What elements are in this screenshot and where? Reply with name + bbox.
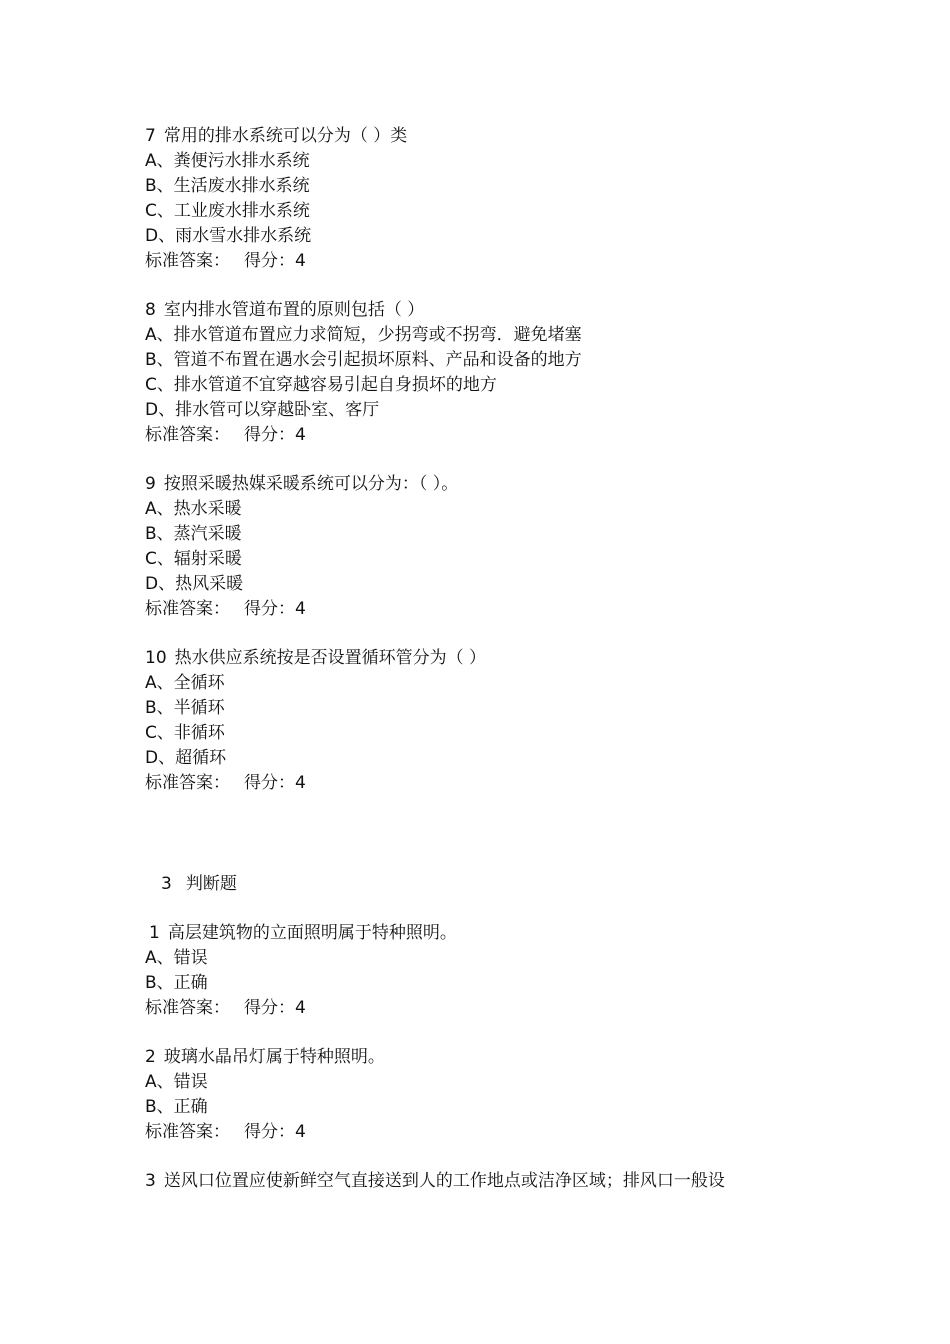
question-text-line [145, 921, 845, 946]
option-b: B、正确 [145, 1097, 208, 1117]
option-d: D、雨水雪水排水系统 [145, 226, 312, 246]
judge-question-3 [145, 1169, 845, 1194]
question-text: 室内排水管道布置的原则包括（ ） [163, 300, 425, 320]
answer-label: 标准答案： [145, 773, 230, 793]
judge-question-2 [145, 1045, 845, 1145]
score-label: 得分：4 [244, 998, 306, 1018]
option-c: C、排水管道不宜穿越容易引起自身损坏的地方 [145, 375, 497, 395]
answer-line [145, 1120, 845, 1145]
question-text: 送风口位置应使新鲜空气直接送到人的工作地点或洁净区域；排风口一般设 [163, 1171, 725, 1191]
option-d: D、热风采暖 [145, 574, 244, 594]
score-label: 得分：4 [244, 599, 306, 619]
score-label: 得分：4 [244, 773, 306, 793]
question-text-line [145, 646, 845, 671]
question-text: 热水供应系统按是否设置循环管分为（ ） [174, 648, 487, 668]
answer-label: 标准答案： [145, 998, 230, 1018]
question-text-line [145, 1169, 845, 1194]
option-d: D、排水管可以穿越卧室、客厅 [145, 400, 380, 420]
section-title: 判断题 [185, 874, 237, 894]
answer-label: 标准答案： [145, 599, 230, 619]
question-number: 1 [149, 923, 160, 943]
option-a: A、错误 [145, 1072, 208, 1092]
question-number: 8 [145, 300, 156, 320]
question-number: 7 [145, 126, 156, 146]
question-text-line [145, 298, 845, 323]
answer-line [145, 423, 845, 448]
question-text-line [145, 472, 845, 497]
option-a: A、错误 [145, 948, 208, 968]
question-7 [145, 124, 845, 274]
answer-label: 标准答案： [145, 425, 230, 445]
question-8 [145, 298, 845, 448]
question-text: 玻璃水晶吊灯属于特种照明。 [163, 1047, 385, 1067]
question-10 [145, 646, 845, 796]
option-c: C、非循环 [145, 723, 225, 743]
question-number: 9 [145, 474, 156, 494]
option-a: A、热水采暖 [145, 499, 242, 519]
option-c: C、工业废水排水系统 [145, 201, 310, 221]
answer-line [145, 771, 845, 796]
question-text: 按照采暖热媒采暖系统可以分为：（ ）。 [163, 474, 459, 494]
question-number: 3 [145, 1171, 156, 1191]
option-a: A、排水管道布置应力求简短，少拐弯或不拐弯．避免堵塞 [145, 325, 582, 345]
option-d: D、超循环 [145, 748, 227, 768]
score-label: 得分：4 [244, 1122, 306, 1142]
option-b: B、正确 [145, 973, 208, 993]
score-label: 得分：4 [244, 425, 306, 445]
answer-label: 标准答案： [145, 1122, 230, 1142]
answer-line [145, 996, 845, 1021]
answer-label: 标准答案： [145, 251, 230, 271]
question-text: 高层建筑物的立面照明属于特种照明。 [167, 923, 457, 943]
question-text-line [145, 1045, 845, 1070]
score-label: 得分：4 [244, 251, 306, 271]
answer-line [145, 249, 845, 274]
option-a: A、粪便污水排水系统 [145, 151, 310, 171]
question-9 [145, 472, 845, 622]
answer-line [145, 597, 845, 622]
section-heading [145, 872, 845, 897]
option-c: C、辐射采暖 [145, 549, 242, 569]
option-a: A、全循环 [145, 673, 225, 693]
document-page [145, 124, 845, 1218]
question-text-line [145, 124, 845, 149]
question-number: 2 [145, 1047, 156, 1067]
judge-question-1 [145, 921, 845, 1021]
section-number: 3 [161, 874, 172, 894]
option-b: B、蒸汽采暖 [145, 524, 242, 544]
option-b: B、半循环 [145, 698, 225, 718]
option-b: B、管道不布置在遇水会引起损坏原料、产品和设备的地方 [145, 350, 582, 370]
question-text: 常用的排水系统可以分为（ ）类 [163, 126, 408, 146]
option-b: B、生活废水排水系统 [145, 176, 310, 196]
question-number: 10 [145, 648, 167, 668]
